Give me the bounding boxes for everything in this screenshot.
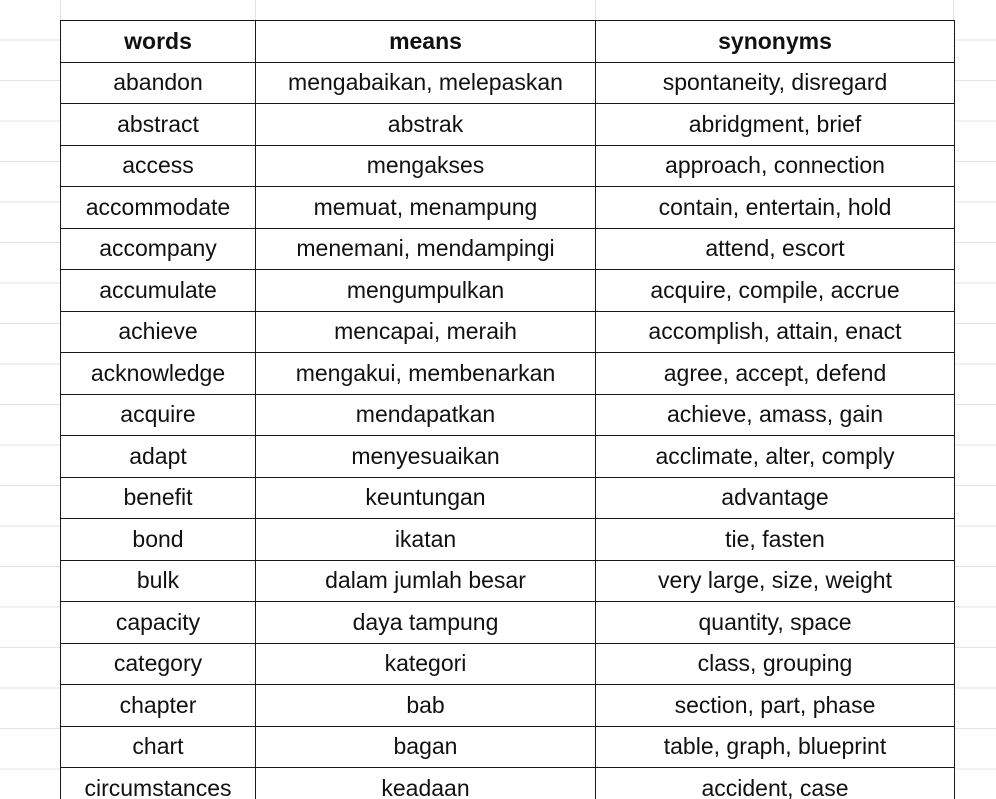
- table-row: [61, 477, 955, 519]
- table-row: [61, 104, 955, 146]
- table-row: [61, 726, 955, 768]
- table-row: [61, 436, 955, 478]
- cell-synonyms[interactable]: advantage: [596, 477, 955, 519]
- table-row: [61, 270, 955, 312]
- table-row: [61, 145, 955, 187]
- cell-synonyms[interactable]: acquire, compile, accrue: [596, 270, 955, 312]
- cell-word[interactable]: accommodate: [61, 187, 256, 229]
- cell-meaning[interactable]: menemani, mendampingi: [256, 228, 596, 270]
- cell-meaning[interactable]: dalam jumlah besar: [256, 560, 596, 602]
- cell-word[interactable]: achieve: [61, 311, 256, 353]
- cell-meaning[interactable]: mengumpulkan: [256, 270, 596, 312]
- cell-synonyms[interactable]: tie, fasten: [596, 519, 955, 561]
- table-row: [61, 311, 955, 353]
- cell-word[interactable]: acquire: [61, 394, 256, 436]
- table-row: [61, 62, 955, 104]
- cell-synonyms[interactable]: achieve, amass, gain: [596, 394, 955, 436]
- cell-meaning[interactable]: mengakses: [256, 145, 596, 187]
- cell-synonyms[interactable]: spontaneity, disregard: [596, 62, 955, 104]
- cell-synonyms[interactable]: table, graph, blueprint: [596, 726, 955, 768]
- cell-word[interactable]: bulk: [61, 560, 256, 602]
- cell-word[interactable]: capacity: [61, 602, 256, 644]
- table-row: [61, 560, 955, 602]
- cell-synonyms[interactable]: accomplish, attain, enact: [596, 311, 955, 353]
- cell-word[interactable]: abstract: [61, 104, 256, 146]
- cell-word[interactable]: benefit: [61, 477, 256, 519]
- cell-word[interactable]: accumulate: [61, 270, 256, 312]
- table-body: [61, 62, 955, 799]
- cell-synonyms[interactable]: quantity, space: [596, 602, 955, 644]
- table-row: [61, 353, 955, 395]
- header-cell-means[interactable]: means: [256, 21, 596, 63]
- header-cell-words[interactable]: words: [61, 21, 256, 63]
- cell-word[interactable]: accompany: [61, 228, 256, 270]
- cell-synonyms[interactable]: very large, size, weight: [596, 560, 955, 602]
- cell-word[interactable]: abandon: [61, 62, 256, 104]
- table-row: [61, 602, 955, 644]
- cell-meaning[interactable]: mendapatkan: [256, 394, 596, 436]
- header-cell-synonyms[interactable]: synonyms: [596, 21, 955, 63]
- cell-synonyms[interactable]: abridgment, brief: [596, 104, 955, 146]
- cell-word[interactable]: category: [61, 643, 256, 685]
- cell-meaning[interactable]: ikatan: [256, 519, 596, 561]
- cell-word[interactable]: bond: [61, 519, 256, 561]
- table-row: [61, 394, 955, 436]
- cell-synonyms[interactable]: approach, connection: [596, 145, 955, 187]
- cell-meaning[interactable]: menyesuaikan: [256, 436, 596, 478]
- cell-synonyms[interactable]: section, part, phase: [596, 685, 955, 727]
- cell-meaning[interactable]: bab: [256, 685, 596, 727]
- cell-synonyms[interactable]: accident, case: [596, 768, 955, 799]
- cell-word[interactable]: chart: [61, 726, 256, 768]
- cell-meaning[interactable]: abstrak: [256, 104, 596, 146]
- table-row: [61, 768, 955, 799]
- cell-word[interactable]: adapt: [61, 436, 256, 478]
- cell-meaning[interactable]: mencapai, meraih: [256, 311, 596, 353]
- cell-meaning[interactable]: mengakui, membenarkan: [256, 353, 596, 395]
- table-row: [61, 519, 955, 561]
- table-row: [61, 187, 955, 229]
- cell-synonyms[interactable]: attend, escort: [596, 228, 955, 270]
- cell-meaning[interactable]: keadaan: [256, 768, 596, 799]
- vocabulary-table: [60, 20, 955, 799]
- cell-meaning[interactable]: kategori: [256, 643, 596, 685]
- cell-meaning[interactable]: keuntungan: [256, 477, 596, 519]
- cell-synonyms[interactable]: agree, accept, defend: [596, 353, 955, 395]
- cell-synonyms[interactable]: contain, entertain, hold: [596, 187, 955, 229]
- header-row: [61, 21, 955, 63]
- cell-synonyms[interactable]: acclimate, alter, comply: [596, 436, 955, 478]
- cell-synonyms[interactable]: class, grouping: [596, 643, 955, 685]
- cell-word[interactable]: acknowledge: [61, 353, 256, 395]
- cell-meaning[interactable]: memuat, menampung: [256, 187, 596, 229]
- cell-meaning[interactable]: daya tampung: [256, 602, 596, 644]
- cell-meaning[interactable]: bagan: [256, 726, 596, 768]
- cell-word[interactable]: circumstances: [61, 768, 256, 799]
- cell-word[interactable]: access: [61, 145, 256, 187]
- table-row: [61, 228, 955, 270]
- cell-meaning[interactable]: mengabaikan, melepaskan: [256, 62, 596, 104]
- table-row: [61, 643, 955, 685]
- cell-word[interactable]: chapter: [61, 685, 256, 727]
- table-row: [61, 685, 955, 727]
